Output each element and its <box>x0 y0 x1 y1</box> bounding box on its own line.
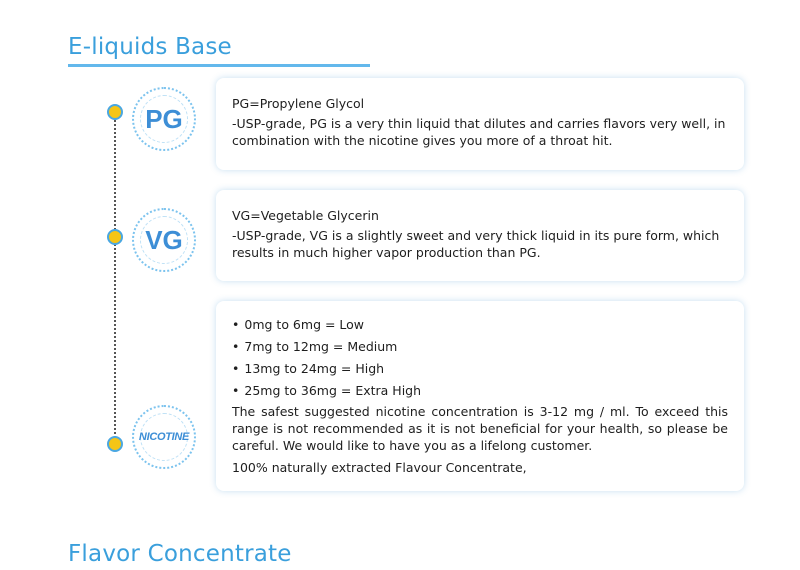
timeline-dot-vg-icon <box>107 229 123 245</box>
title-underline <box>68 64 370 67</box>
vg-heading: VG=Vegetable Glycerin <box>232 208 379 223</box>
pg-heading: PG=Propylene Glycol <box>232 96 365 111</box>
list-item: • 13mg to 24mg = High <box>232 360 728 377</box>
vg-badge-label: VG <box>145 224 183 255</box>
nicotine-badge-icon <box>132 405 196 469</box>
nicotine-card <box>216 301 744 491</box>
pg-badge-label: PG <box>145 103 183 134</box>
section-title-flavor: Flavor Concentrate <box>68 541 292 567</box>
timeline-dot-nicotine-icon <box>107 436 123 452</box>
vg-card <box>216 190 744 281</box>
nicotine-badge-label: NICOTINE <box>138 431 190 443</box>
page-title: E-liquids Base <box>68 34 232 60</box>
pg-description: -USP-grade, PG is a very thin liquid that dilutes and carries flavors very well, in combination with the nicotine gives you more of a throat hit. <box>232 116 726 148</box>
vg-description: -USP-grade, VG is a slightly sweet and very thick liquid in its pure form, which results in much higher vapor production than PG. <box>232 228 720 260</box>
pg-badge-icon <box>132 87 196 151</box>
nicotine-description: The safest suggested nicotine concentration is 3-12 mg / ml. To exceed this range is not recommended as it is not beneficial for your health, so please be careful. We would like to have you as a lifelong customer. <box>232 404 728 453</box>
list-item: • 0mg to 6mg = Low <box>232 316 728 333</box>
timeline-dot-pg-icon <box>107 104 123 120</box>
vg-badge-icon <box>132 208 196 272</box>
list-item: • 7mg to 12mg = Medium <box>232 338 728 355</box>
pg-card <box>216 78 744 170</box>
flavour-note: 100% naturally extracted Flavour Concentrate, <box>232 460 527 475</box>
list-item: • 25mg to 36mg = Extra High <box>232 382 728 399</box>
nicotine-level-list <box>232 316 728 399</box>
timeline-line <box>114 112 116 446</box>
